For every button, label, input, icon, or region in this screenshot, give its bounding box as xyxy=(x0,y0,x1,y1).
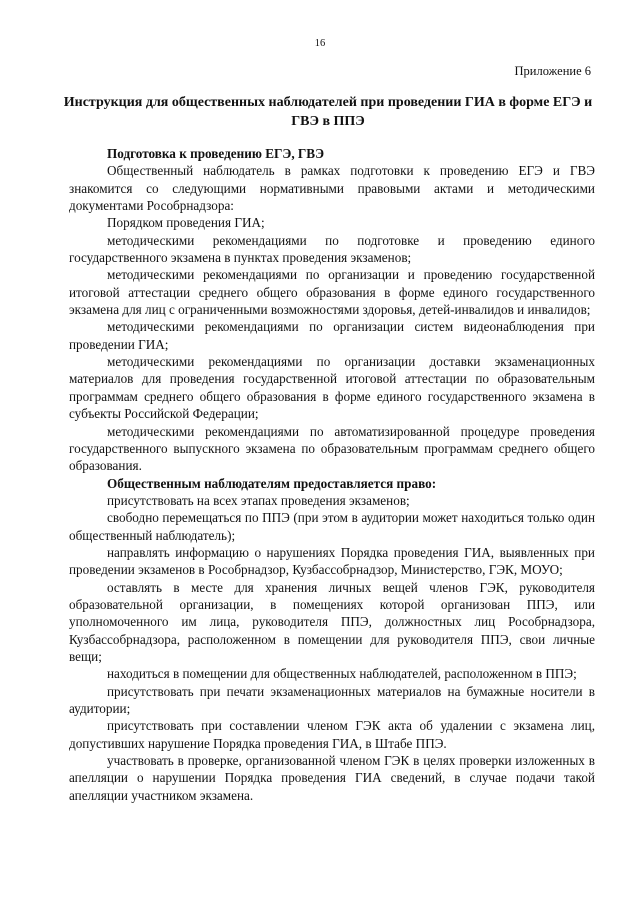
paragraph: присутствовать при печати экзаменационных материалов на бумажные носители в аудитории; xyxy=(69,683,595,716)
paragraph: находиться в помещении для общественных наблюдателей, расположенном в ППЭ; xyxy=(107,666,577,682)
paragraph: оставлять в месте для хранения личных вещей членов ГЭК, руководителя образовательной организации, в помещениях которой организован ППЭ, или уполномоченного им лица, руководителя ППЭ, должностных лиц Рособрнадзора, Кузбассобрнадзора, расположенном в помещении для руководителя ППЭ, свои личные вещи; xyxy=(69,579,595,664)
document-body xyxy=(69,145,595,804)
paragraph: присутствовать на всех этапах проведения экзаменов; xyxy=(107,492,410,508)
appendix-label: Приложение 6 xyxy=(514,64,591,78)
section-heading: Общественным наблюдателям предоставляется право: xyxy=(107,475,437,491)
document-title: Инструкция для общественных наблюдателей при проведении ГИА в форме ЕГЭ и ГВЭ в ППЭ xyxy=(63,95,593,129)
paragraph: направлять информацию о нарушениях Порядка проведения ГИА, выявленных при проведении экзаменов в Рособрнадзор, Кузбассобрнадзор, Министерство, ГЭК, МОУО; xyxy=(69,544,595,578)
section-heading: Подготовка к проведению ЕГЭ, ГВЭ xyxy=(107,146,325,161)
paragraph: методическими рекомендациями по организации и проведению государственной итоговой аттестации среднего общего образования в форме единого государственного экзамена для лиц с ограниченными возможностями здоровья, детей-инвалидов и инвалидов; xyxy=(69,267,595,318)
page-number: 16 xyxy=(314,38,326,49)
paragraph: методическими рекомендациями по организации систем видеонаблюдения при проведении ГИА; xyxy=(69,319,595,352)
paragraph: методическими рекомендациями по организации доставки экзаменационных материалов для проведения государственной итоговой аттестации по образовательным программам среднего общего образования в форме единого государственного экзамена в субъекты Российской Федерации; xyxy=(69,354,595,422)
paragraph: участвовать в проверке, организованной членом ГЭК в целях проверки изложенных в апелляции о нарушении Порядка проведения ГИА сведений, в случае подачи такой апелляции участником экзамена. xyxy=(69,753,595,803)
paragraph: свободно перемещаться по ППЭ (при этом в аудитории может находиться только один общественный наблюдатель); xyxy=(69,510,595,543)
paragraph: методическими рекомендациями по автоматизированной процедуре проведения государственного выпускного экзамена по образовательным программам среднего общего образования. xyxy=(69,423,595,474)
paragraph: Порядком проведения ГИА; xyxy=(107,215,265,231)
paragraph: методическими рекомендациями по подготовке и проведению единого государственного экзамена в пунктах проведения экзаменов; xyxy=(69,232,595,266)
paragraph: Общественный наблюдатель в рамках подготовки к проведению ЕГЭ и ГВЭ знакомится со следующими нормативными правовыми актами и методическими документами Рособрнадзора: xyxy=(69,163,595,214)
paragraph: присутствовать при составлении членом ГЭК акта об удалении с экзамена лиц, допустивших нарушение Порядка проведения ГИА, в Штабе ППЭ. xyxy=(69,718,595,751)
